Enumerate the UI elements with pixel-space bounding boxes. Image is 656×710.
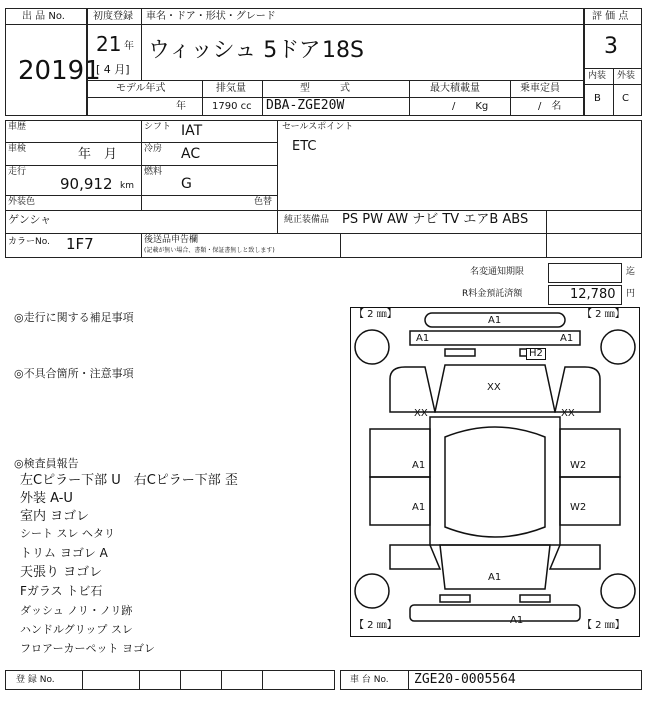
- rear-door-right: [560, 477, 620, 525]
- wheel-rear-left: [355, 574, 389, 608]
- displacement-value: 1790 cc: [212, 101, 252, 112]
- lot-label: 出 品 No.: [22, 11, 65, 22]
- max-load-value: / Kg: [452, 101, 489, 112]
- ac-label: 冷房: [144, 144, 163, 154]
- first-registration-label: 初度登録: [93, 11, 133, 22]
- mark-front-door-right: W2: [570, 460, 587, 471]
- exterior-label: 外装: [617, 71, 636, 81]
- tire-depth-rear-right: 【 2 ㎜】: [582, 620, 625, 631]
- registration-year-unit: 年: [124, 41, 134, 52]
- mark-fender-left: XX: [414, 408, 428, 419]
- inspection-value: 年 月: [78, 147, 118, 162]
- mileage-value: 90,912: [60, 175, 113, 193]
- displacement-label: 排気量: [216, 83, 246, 94]
- car-grade: 18S: [322, 38, 364, 63]
- front-fender-right: [555, 367, 600, 412]
- rating-label: 評 価 点: [592, 11, 629, 22]
- report-line: 天張り ヨゴレ: [20, 565, 103, 580]
- front-door-right: [560, 429, 620, 477]
- exterior-color-value: ゲンシャ: [8, 213, 52, 226]
- capacity-label: 乗車定員: [520, 83, 560, 94]
- inspector-report-heading: ◎検査員報告: [14, 457, 79, 470]
- mileage-unit: km: [120, 181, 134, 191]
- mark-front-bumper: A1: [488, 315, 502, 326]
- documents-note: (記載が無い場合、書類・保証書無しと致します): [144, 247, 275, 254]
- interior-grade: B: [594, 93, 601, 104]
- rear-fender-left: [390, 545, 440, 569]
- rear-bumper: [410, 605, 580, 621]
- mark-rear-door-right: W2: [570, 502, 587, 513]
- fuel-label: 燃料: [144, 167, 163, 177]
- exterior-grade: C: [622, 93, 629, 104]
- wheel-rear-right: [601, 574, 635, 608]
- front-fender-left: [390, 367, 435, 412]
- mark-fender-right: XX: [561, 408, 575, 419]
- cabin: [430, 417, 560, 545]
- max-load-label: 最大積載量: [430, 83, 480, 94]
- documents-label: 後送品申告欄: [144, 235, 199, 245]
- tire-depth-front-right: 【 2 ㎜】: [582, 309, 625, 320]
- registration-month: [ 4 月]: [96, 63, 130, 76]
- registration-number-label: 登 録 No.: [16, 675, 55, 685]
- vehicle-name-label: 車名・ドア・形状・グレード: [146, 11, 276, 22]
- fuel-value: G: [181, 176, 192, 192]
- report-line: 室内 ヨゴレ: [20, 509, 90, 524]
- chassis-number-value: ZGE20-0005564: [414, 672, 516, 687]
- model-type-label: 型 式: [300, 83, 350, 94]
- sales-point-value: ETC: [292, 139, 317, 154]
- rear-door-left: [370, 477, 430, 525]
- model-year-label: モデル年式: [116, 83, 166, 94]
- interior-label: 内装: [588, 71, 607, 81]
- car-name: ウィッシュ 5ドア: [148, 38, 321, 63]
- equipment-value: PS PW AW ナビ TV エアB ABS: [342, 212, 529, 227]
- color-number-label: カラーNo.: [8, 237, 50, 247]
- rear-lamp-left: [440, 595, 470, 602]
- report-line: シート スレ ヘタリ: [20, 527, 115, 540]
- name-change-notice-unit: 迄: [626, 267, 636, 277]
- report-line: 外装 A-U: [20, 491, 73, 506]
- color-change-label: 色替: [254, 197, 273, 207]
- recycle-fee-value: 12,780: [570, 287, 616, 302]
- damage-diagram: [350, 307, 640, 637]
- overall-rating: 3: [604, 34, 618, 59]
- inspection-label: 車検: [8, 144, 27, 154]
- report-line: ハンドルグリップ スレ: [20, 623, 133, 636]
- mark-rear-bumper: A1: [510, 615, 524, 626]
- sales-point-label: セールスポイント: [282, 122, 354, 132]
- report-line: フロアーカーペット ヨゴレ: [20, 642, 155, 655]
- name-change-notice-box: [548, 263, 622, 283]
- exterior-color-label: 外装色: [8, 197, 36, 207]
- lot-number: 20191: [18, 56, 101, 86]
- model-type-value: DBA-ZGE20W: [266, 98, 345, 113]
- color-number-value: 1F7: [66, 235, 94, 253]
- report-line: Fガラス トビ石: [20, 584, 103, 598]
- name-change-notice-label: 名変通知期限: [470, 267, 525, 277]
- mark-grille-right: A1: [560, 333, 574, 344]
- defect-notes-heading: ◎不具合箇所・注意事項: [14, 367, 134, 380]
- shift-value: IAT: [181, 123, 203, 139]
- ac-value: AC: [181, 146, 201, 162]
- rear-fender-right: [550, 545, 600, 569]
- roof: [445, 427, 545, 537]
- mark-rear-door-left: A1: [412, 502, 426, 513]
- report-line: ダッシュ ノリ・ノリ跡: [20, 604, 133, 617]
- registration-year: 21: [96, 32, 122, 56]
- mark-front-door-left: A1: [412, 460, 426, 471]
- fog-lamp-left: [445, 349, 475, 356]
- wheel-front-left: [355, 330, 389, 364]
- report-line: 左Cピラー下部 U 右Cピラー下部 歪: [20, 473, 238, 488]
- tire-depth-rear-left: 【 2 ㎜】: [354, 620, 397, 631]
- capacity-value: / 名: [538, 101, 562, 112]
- car-outline: [350, 307, 640, 637]
- mark-headlight: H2: [526, 348, 546, 360]
- mark-tailgate: A1: [488, 572, 502, 583]
- mark-grille-left: A1: [416, 333, 430, 344]
- model-year-unit: 年: [176, 101, 186, 112]
- recycle-fee-unit: 円: [626, 289, 636, 299]
- mileage-label: 走行: [8, 167, 27, 177]
- report-line: トリム ヨゴレ A: [20, 546, 108, 560]
- driving-notes-heading: ◎走行に関する補足事項: [14, 311, 134, 324]
- wheel-front-right: [601, 330, 635, 364]
- chassis-number-label: 車 台 No.: [350, 675, 389, 685]
- tire-depth-front-left: 【 2 ㎜】: [354, 309, 397, 320]
- body-type-label: 車歴: [8, 122, 27, 132]
- shift-label: シフト: [144, 122, 172, 132]
- rear-lamp-right: [520, 595, 550, 602]
- mark-hood: XX: [487, 382, 501, 393]
- diagram-frame: [351, 308, 640, 637]
- front-panel: [410, 331, 580, 345]
- recycle-fee-label: R料金預託済額: [462, 289, 523, 299]
- equipment-label: 純正装備品: [284, 215, 330, 225]
